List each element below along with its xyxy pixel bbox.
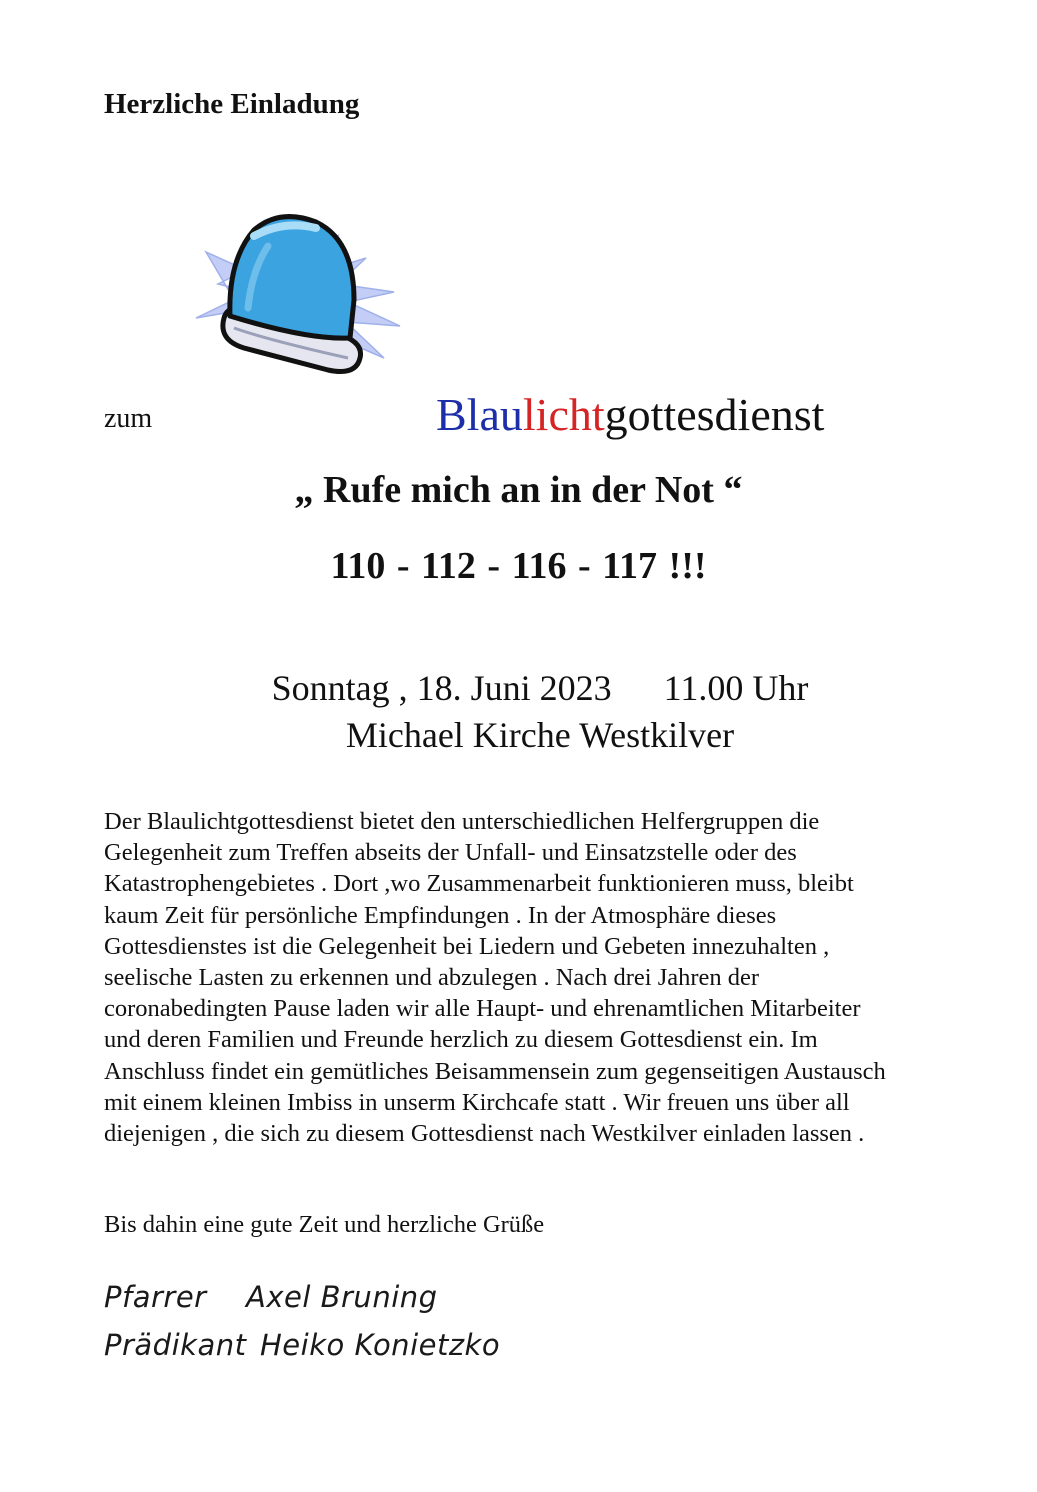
signature-role: Prädikant [104,1328,247,1362]
event-date: Sonntag , 18. Juni 2023 [271,668,612,708]
blue-siren-icon [188,200,418,390]
body-line: Der Blaulichtgottesdienst bietet den unterschiedlichen Helfergruppen die [104,808,820,835]
closing-greeting: Bis dahin eine gute Zeit und herzliche Grüße [104,1211,545,1238]
body-paragraph [104,806,984,1149]
event-title-part-licht: licht [522,389,605,440]
body-line: seelische Lasten zu erkennen und abzulegen . Nach drei Jahren der [104,964,760,992]
body-line: kaum Zeit für persönliche Empfindungen . In der Atmosphäre dieses [104,901,777,929]
event-time: 11.00 Uhr [663,668,809,708]
body-line: Katastrophengebietes . Dort ,wo Zusammenarbeit funktionieren muss, bleibt [104,870,854,898]
body-line: mit einem kleinen Imbiss in unserm Kirchcafe statt . Wir freuen uns über all [104,1088,850,1116]
signature-name: Axel Bruning [246,1280,438,1314]
event-date-time [0,667,1037,709]
body-line: Gelegenheit zum Treffen abseits der Unfall- und Einsatzstelle oder des [104,839,797,867]
signature-role: Pfarrer [104,1280,207,1314]
motto: „ Rufe mich an in der Not “ [294,469,743,511]
intro-word: zum [104,403,153,434]
event-title [436,388,824,441]
signature-preacher [104,1328,500,1362]
signature-pastor [104,1280,438,1314]
signature-name: Heiko Konietzko [260,1328,501,1362]
body-line: Gottesdienstes ist die Gelegenheit bei Liedern und Gebeten innezuhalten , [104,932,830,960]
page-heading: Herzliche Einladung [104,88,360,120]
emergency-numbers: 110 - 112 - 116 - 117 !!! [330,545,707,587]
body-line: Anschluss findet ein gemütliches Beisammensein zum gegenseitigen Austausch [104,1057,886,1085]
event-title-part-blau: Blau [436,389,523,440]
siren-dome [230,217,354,339]
body-line: coronabedingten Pause laden wir alle Haupt- und ehrenamtlichen Mitarbeiter [104,995,861,1023]
event-location: Michael Kirche Westkilver [345,715,735,755]
body-line: diejenigen , die sich zu diesem Gottesdienst nach Westkilver einladen lassen . [104,1120,865,1148]
body-line: und deren Familien und Freunde herzlich zu diesem Gottesdienst ein. Im [104,1026,818,1054]
event-title-part-gottesdienst: gottesdienst [604,389,825,440]
